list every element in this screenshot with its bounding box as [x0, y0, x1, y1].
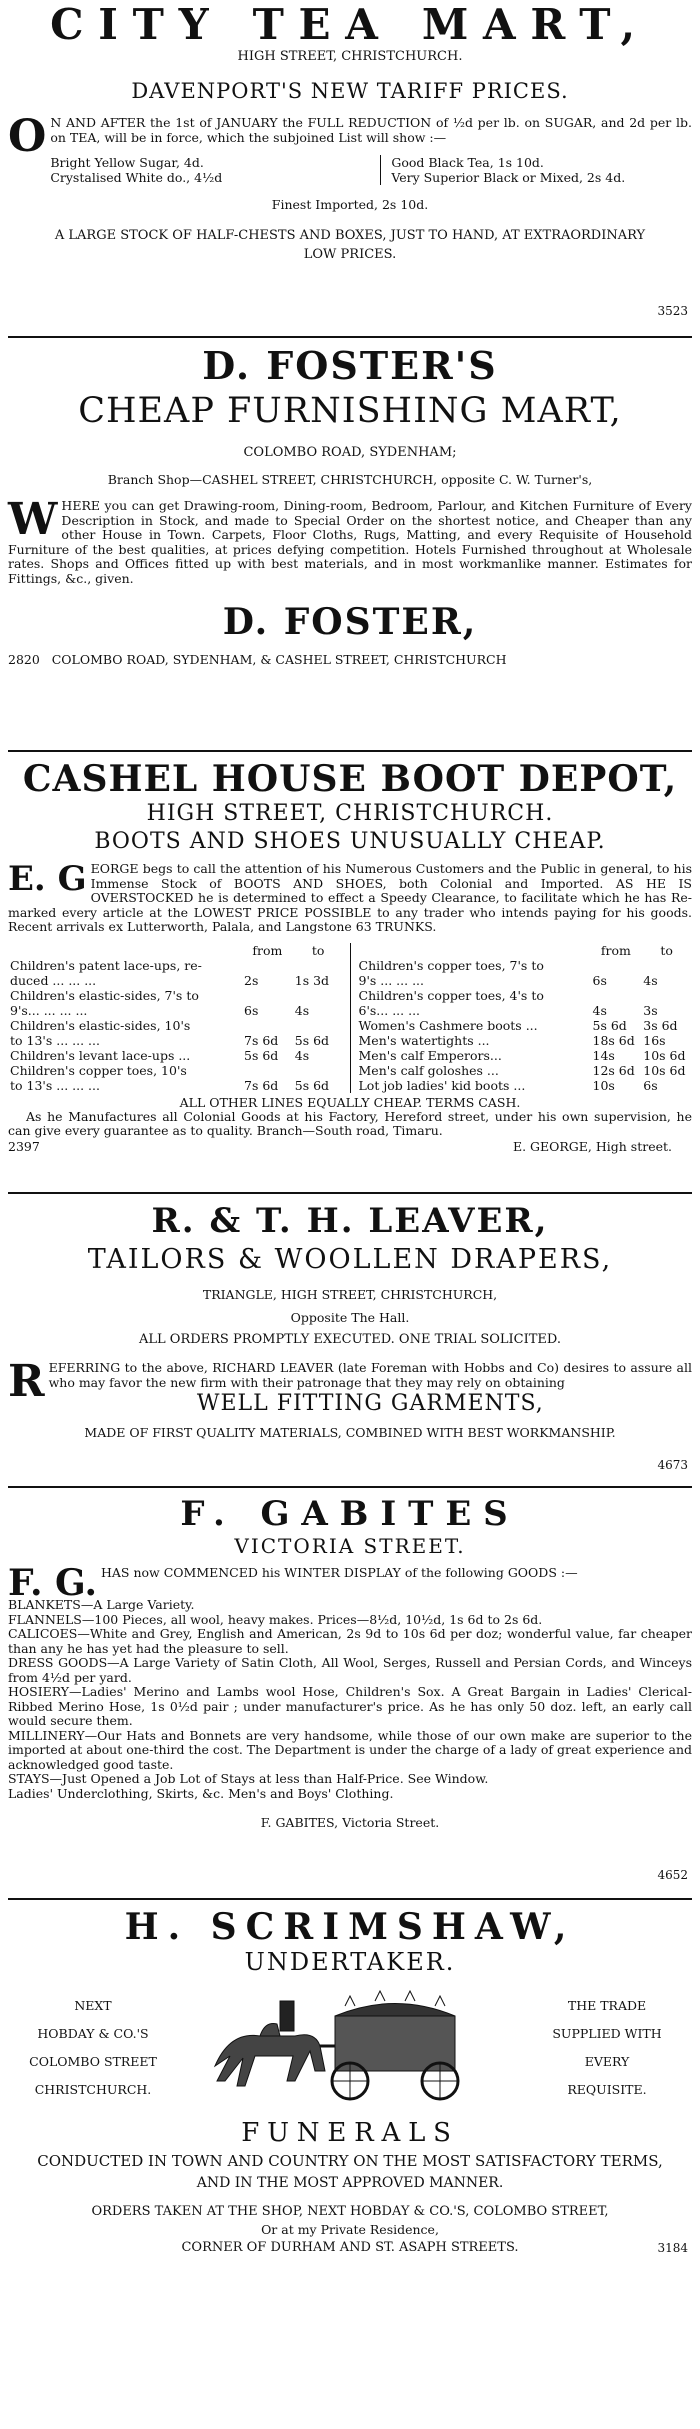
from-price-cell: 6s: [244, 1002, 259, 1018]
item-cell: Children's elastic-sides, 7's to: [10, 987, 199, 1003]
funerals-heading: FUNERALS: [241, 2118, 459, 2148]
notice-line: REQUISITE.: [567, 2082, 647, 2097]
table-row: [8, 1063, 344, 1078]
item-cell: Children's elastic-sides, 10's: [10, 1017, 191, 1033]
right-notice: [522, 1992, 692, 2104]
price-item: Good Black Tea, 1s 10d.: [391, 155, 544, 170]
from-price-cell: [242, 1063, 293, 1078]
ad-address: HIGH STREET, CHRISTCHURCH.: [237, 49, 463, 64]
goods-item: DRESS GOODS—A Large Variety of Satin Cloth, All Wool, Serges, Russell and Persian Cords, and Winceys from 4½d per yard.: [8, 1655, 692, 1685]
residence-note: Or at my Private Residence,: [261, 2222, 439, 2237]
ad-address: HIGH STREET, CHRISTCHURCH.: [146, 801, 554, 826]
newspaper-advertisements-page: [8, 0, 692, 2306]
item-cell: Children's copper toes, 7's to: [358, 957, 544, 973]
drop-capital: O: [8, 111, 47, 162]
to-price-cell: 5s 6d: [294, 1032, 330, 1048]
to-price-cell: 5s 6d: [294, 1077, 330, 1093]
corner-address: CORNER OF DURHAM AND ST. ASAPH STREETS.: [181, 2240, 519, 2255]
column-header: to: [660, 942, 673, 958]
to-price-cell: 4s: [643, 972, 658, 988]
notice-line: SUPPLIED WITH: [552, 2026, 662, 2041]
to-price-cell: 10s 6d: [643, 1062, 686, 1078]
ad-address: TRIANGLE, HIGH STREET, CHRISTCHURCH,: [202, 1287, 498, 1302]
scrimshaw-undertaker-ad: [8, 1906, 692, 2306]
item-cell: Women's Cashmere boots ...: [358, 1017, 538, 1033]
gabites-ad: [8, 1494, 692, 1892]
table-row: [357, 1078, 693, 1093]
city-tea-mart-ad: [8, 0, 692, 330]
table-row: [8, 1048, 344, 1063]
from-price-cell: [591, 988, 642, 1003]
from-price-cell: [242, 988, 293, 1003]
body-text: EORGE begs to call the attention of his Numerous Customers and the Public in general, to his Immense Stock of BOOTS AND SHOES, both Colonial and Imported. AS HE IS OVERSTOCKED he is determined to effect a Speedy Clearance, to facilitate which he has Re-marked every article at the LOWEST PRICE POSSIBLE to any trader who intends paying for his goods. Recent arrivals ex Lutterworth, Palala, and Langstone 63 TRUNKS.: [8, 861, 692, 934]
ad-subtitle: UNDERTAKER.: [244, 1948, 456, 1976]
stock-notice: A LARGE STOCK OF HALF-CHESTS AND BOXES, JUST TO HAND, AT EXTRAORDINARY LOW PRICES.: [54, 228, 646, 262]
opposite-note: Opposite The Hall.: [290, 1310, 410, 1325]
ad-number: 2820: [8, 652, 40, 667]
item-cell: Children's copper toes, 4's to: [358, 987, 544, 1003]
column-divider: [350, 943, 351, 1093]
ad-footer: [8, 2237, 692, 2259]
foster-furnishing-ad: [8, 344, 692, 744]
ad-number: 2397: [8, 1138, 40, 1154]
table-row: [357, 1048, 693, 1063]
to-price-cell: 10s 6d: [643, 1047, 686, 1063]
ad-number: 4652: [657, 1868, 688, 1882]
ad-body: [8, 494, 692, 586]
table-row: [357, 1033, 693, 1048]
from-price-cell: 10s: [592, 1077, 615, 1093]
to-price-cell: [293, 1018, 344, 1033]
table-row: [8, 973, 344, 988]
to-price-cell: 16s: [643, 1032, 666, 1048]
to-price-cell: 4s: [294, 1047, 310, 1063]
goods-item: CALICOES—White and Grey, English and American, 2s 9d to 10s 6d per doz; wonderful value, far cheaper than any he has yet had the pleasure to sell.: [8, 1626, 692, 1656]
item-cell: 9's ... ... ...: [358, 972, 424, 988]
from-price-cell: 18s 6d: [592, 1032, 635, 1048]
from-price-cell: [242, 1018, 293, 1033]
signature: E. GEORGE, High street.: [512, 1138, 672, 1154]
ad-subtitle: CHEAP FURNISHING MART,: [78, 391, 622, 431]
ad-subtitle: TAILORS & WOOLLEN DRAPERS,: [87, 1244, 613, 1275]
from-price-cell: 2s: [244, 972, 259, 988]
to-price-cell: [641, 958, 692, 973]
approved-note: AND IN THE MOST APPROVED MANNER.: [196, 2175, 504, 2191]
item-cell: 9's... ... ... ...: [10, 1002, 88, 1018]
to-price-cell: 3s: [643, 1002, 658, 1018]
hearse-illustration: [178, 1986, 522, 2110]
goods-item: MILLINERY—Our Hats and Bonnets are very handsome, while those of our own make are superior to the imported at about one-third the cost. The Department is under the charge of a lady of great experience and acknowledged good taste.: [8, 1727, 692, 1772]
ad-number: 3184: [657, 2241, 688, 2255]
branch-shop: Branch Shop—CASHEL STREET, CHRISTCHURCH, opposite C. W. Turner's,: [107, 472, 593, 487]
item-cell: Men's calf goloshes ...: [358, 1062, 499, 1078]
goods-item: HOSIERY—Ladies' Merino and Lambs wool Hose, Children's Sox. A Great Bargain in Ladies' Clerical-Ribbed Merino Hose, 1s 0½d pair ; under manufacturer's price. As he has only 50 doz. left, an early call would secure them.: [8, 1684, 692, 1728]
item-cell: to 13's ... ... ...: [10, 1077, 100, 1093]
left-notice: [8, 1992, 178, 2104]
cashel-house-boot-ad: [8, 758, 692, 1186]
column-header: from: [252, 942, 283, 958]
drop-capital: W: [8, 494, 58, 545]
drop-capital: F. G.: [8, 1562, 97, 1604]
drop-capital: E. G: [8, 859, 87, 899]
ad-address: COLOMBO ROAD, SYDENHAM;: [243, 445, 457, 460]
ad-title: CITY TEA MART,: [50, 0, 650, 49]
item-cell: Men's watertights ...: [358, 1032, 490, 1048]
proprietor-name: D. FOSTER,: [222, 601, 478, 643]
ad-intro: [8, 1562, 692, 1604]
goods-list: [8, 1598, 692, 1801]
from-price-cell: [591, 958, 642, 973]
ad-intro: [8, 111, 692, 162]
divider: [8, 1192, 692, 1194]
price-table-right: [357, 943, 693, 1093]
ad-subtitle: DAVENPORT'S NEW TARIFF PRICES.: [131, 79, 569, 103]
from-price-cell: 7s 6d: [244, 1032, 279, 1048]
from-price-cell: 5s 6d: [592, 1017, 627, 1033]
divider: [8, 336, 692, 338]
finest-price: Finest Imported, 2s 10d.: [271, 197, 429, 212]
notice-line: CHRISTCHURCH.: [34, 2082, 152, 2097]
goods-item: STAYS—Just Opened a Job Lot of Stays at less than Half-Price. See Window.: [8, 1771, 489, 1786]
to-price-cell: [293, 958, 344, 973]
notice-line: COLOMBO STREET: [29, 2054, 157, 2069]
divider: [8, 750, 692, 752]
all-other-lines: ALL OTHER LINES EQUALLY CHEAP. TERMS CASH.: [179, 1094, 521, 1110]
ad-address: VICTORIA STREET.: [234, 1534, 466, 1558]
signature: F. GABITES, Victoria Street.: [260, 1815, 440, 1830]
ad-footer: [8, 1139, 692, 1154]
ad-subtitle: BOOTS AND SHOES UNUSUALLY CHEAP.: [94, 829, 606, 854]
column-header: to: [311, 942, 325, 958]
from-price-cell: [242, 958, 293, 973]
table-row: [8, 958, 344, 973]
price-item: Crystalised White do., 4½d: [50, 170, 223, 185]
table-row: [357, 973, 693, 988]
orders-note: ALL ORDERS PROMPTLY EXECUTED. ONE TRIAL SOLICITED.: [139, 1332, 561, 1347]
goods-item: Ladies' Underclothing, Skirts, &c. Men's and Boys' Clothing.: [8, 1785, 394, 1801]
ad-title: R. & T. H. LEAVER,: [151, 1201, 549, 1241]
leaver-tailors-ad: [8, 1200, 692, 1480]
to-price-cell: 3s 6d: [643, 1017, 678, 1033]
price-table: [8, 943, 692, 1093]
item-cell: Children's patent lace-ups, re-: [10, 957, 202, 973]
price-item: Very Superior Black or Mixed, 2s 4d.: [391, 170, 626, 185]
body-text: EFERRING to the above, RICHARD LEAVER (late Foreman with Hobbs and Co) desires to assure all who may favor the new firm with their patronage that they may rely on obtaining: [48, 1360, 692, 1390]
to-price-cell: [293, 988, 344, 1003]
from-price-cell: 14s: [592, 1047, 615, 1063]
drop-capital: R: [8, 1356, 45, 1407]
well-fitting: WELL FITTING GARMENTS,: [196, 1391, 544, 1416]
ad-footer: [8, 652, 692, 667]
ad-title: F. GABITES: [180, 1494, 520, 1534]
column-divider: [380, 155, 381, 185]
table-row: [357, 958, 693, 973]
notice-line: NEXT: [74, 1998, 112, 2013]
notice-line: THE TRADE: [567, 1998, 647, 2013]
table-row: [8, 1003, 344, 1018]
hearse-block: [8, 1986, 692, 2110]
table-row: [357, 988, 693, 1003]
from-price-cell: 5s 6d: [244, 1047, 279, 1063]
ad-body: [8, 859, 692, 935]
manufacture-note: As he Manufactures all Colonial Goods at his Factory, Hereford street, under his own supervision, he can give every guarantee as to quality. Branch—South road, Timaru.: [8, 1108, 692, 1138]
materials-note: MADE OF FIRST QUALITY MATERIALS, COMBINED WITH BEST WORKMANSHIP.: [84, 1425, 616, 1440]
price-table-left: [8, 943, 344, 1093]
from-price-cell: 4s: [592, 1002, 607, 1018]
ad-number: 3523: [657, 304, 688, 318]
from-price-cell: 12s 6d: [592, 1062, 635, 1078]
notice-line: HOBDAY & CO.'S: [37, 2026, 149, 2041]
from-price-cell: 7s 6d: [244, 1077, 279, 1093]
table-row: [357, 1063, 693, 1078]
divider: [8, 1898, 692, 1900]
price-item: Bright Yellow Sugar, 4d.: [50, 155, 204, 170]
ad-title: H. SCRIMSHAW,: [124, 1906, 576, 1948]
ad-title: CASHEL HOUSE BOOT DEPOT,: [22, 758, 678, 800]
divider: [8, 1486, 692, 1488]
footer-address: COLOMBO ROAD, SYDENHAM, & CASHEL STREET, CHRISTCHURCH: [51, 652, 507, 667]
ad-title: D. FOSTER'S: [202, 343, 498, 388]
goods-item: BLANKETS—A Large Variety.: [8, 1597, 195, 1612]
from-price-cell: 6s: [592, 972, 607, 988]
item-cell: Children's copper toes, 10's: [10, 1062, 187, 1078]
item-cell: Lot job ladies' kid boots ...: [358, 1077, 526, 1093]
notice-line: EVERY: [584, 2054, 630, 2069]
table-row: [8, 1078, 344, 1093]
column-header: from: [600, 942, 631, 958]
to-price-cell: 4s: [294, 1002, 310, 1018]
to-price-cell: [641, 988, 692, 1003]
item-cell: to 13's ... ... ...: [10, 1032, 100, 1048]
table-row: [8, 988, 344, 1003]
ad-number: 4673: [657, 1458, 688, 1472]
intro-text: HAS now COMMENCED his WINTER DISPLAY of the following GOODS :—: [101, 1565, 578, 1580]
orders-note: ORDERS TAKEN AT THE SHOP, NEXT HOBDAY & CO.'S, COLOMBO STREET,: [91, 2204, 609, 2219]
item-cell: duced ... ... ...: [10, 972, 97, 988]
table-row: [357, 1003, 693, 1018]
to-price-cell: 1s 3d: [294, 972, 330, 988]
item-cell: Children's levant lace-ups ...: [10, 1047, 191, 1063]
table-row: [357, 1018, 693, 1033]
to-price-cell: [293, 1063, 344, 1078]
price-list: [50, 155, 692, 185]
table-row: [8, 1018, 344, 1033]
conducted-note: CONDUCTED IN TOWN AND COUNTRY ON THE MOST SATISFACTORY TERMS,: [37, 2152, 663, 2170]
body-text: HERE you can get Drawing-room, Dining-room, Bedroom, Parlour, and Kitchen Furniture of Every Description in Stock, and made to Special Order on the shortest notice, and Cheaper than any other House in Town. Carpets, Floor Cloths, Rugs, Matting, and every Requisite of Household Furniture of the best qualities, at prices defying competition. Hotels Furnished throughout at Wholesale rates. Shops and Offices fitted up with best materials, and in most workmanlike manner. Estimates for Fittings, &c., given.: [8, 498, 692, 586]
to-price-cell: 6s: [643, 1077, 658, 1093]
table-row: [8, 1033, 344, 1048]
goods-item: FLANNELS—100 Pieces, all wool, heavy makes. Prices—8½d, 10½d, 1s 6d to 2s 6d.: [8, 1611, 543, 1627]
item-cell: 6's... ... ...: [358, 1002, 421, 1018]
item-cell: Men's calf Emperors...: [358, 1047, 502, 1063]
intro-text: N AND AFTER the 1st of JANUARY the FULL REDUCTION of ½d per lb. on SUGAR, and 2d per lb. on TEA, will be in force, which the subjoined List will show :—: [50, 115, 692, 145]
